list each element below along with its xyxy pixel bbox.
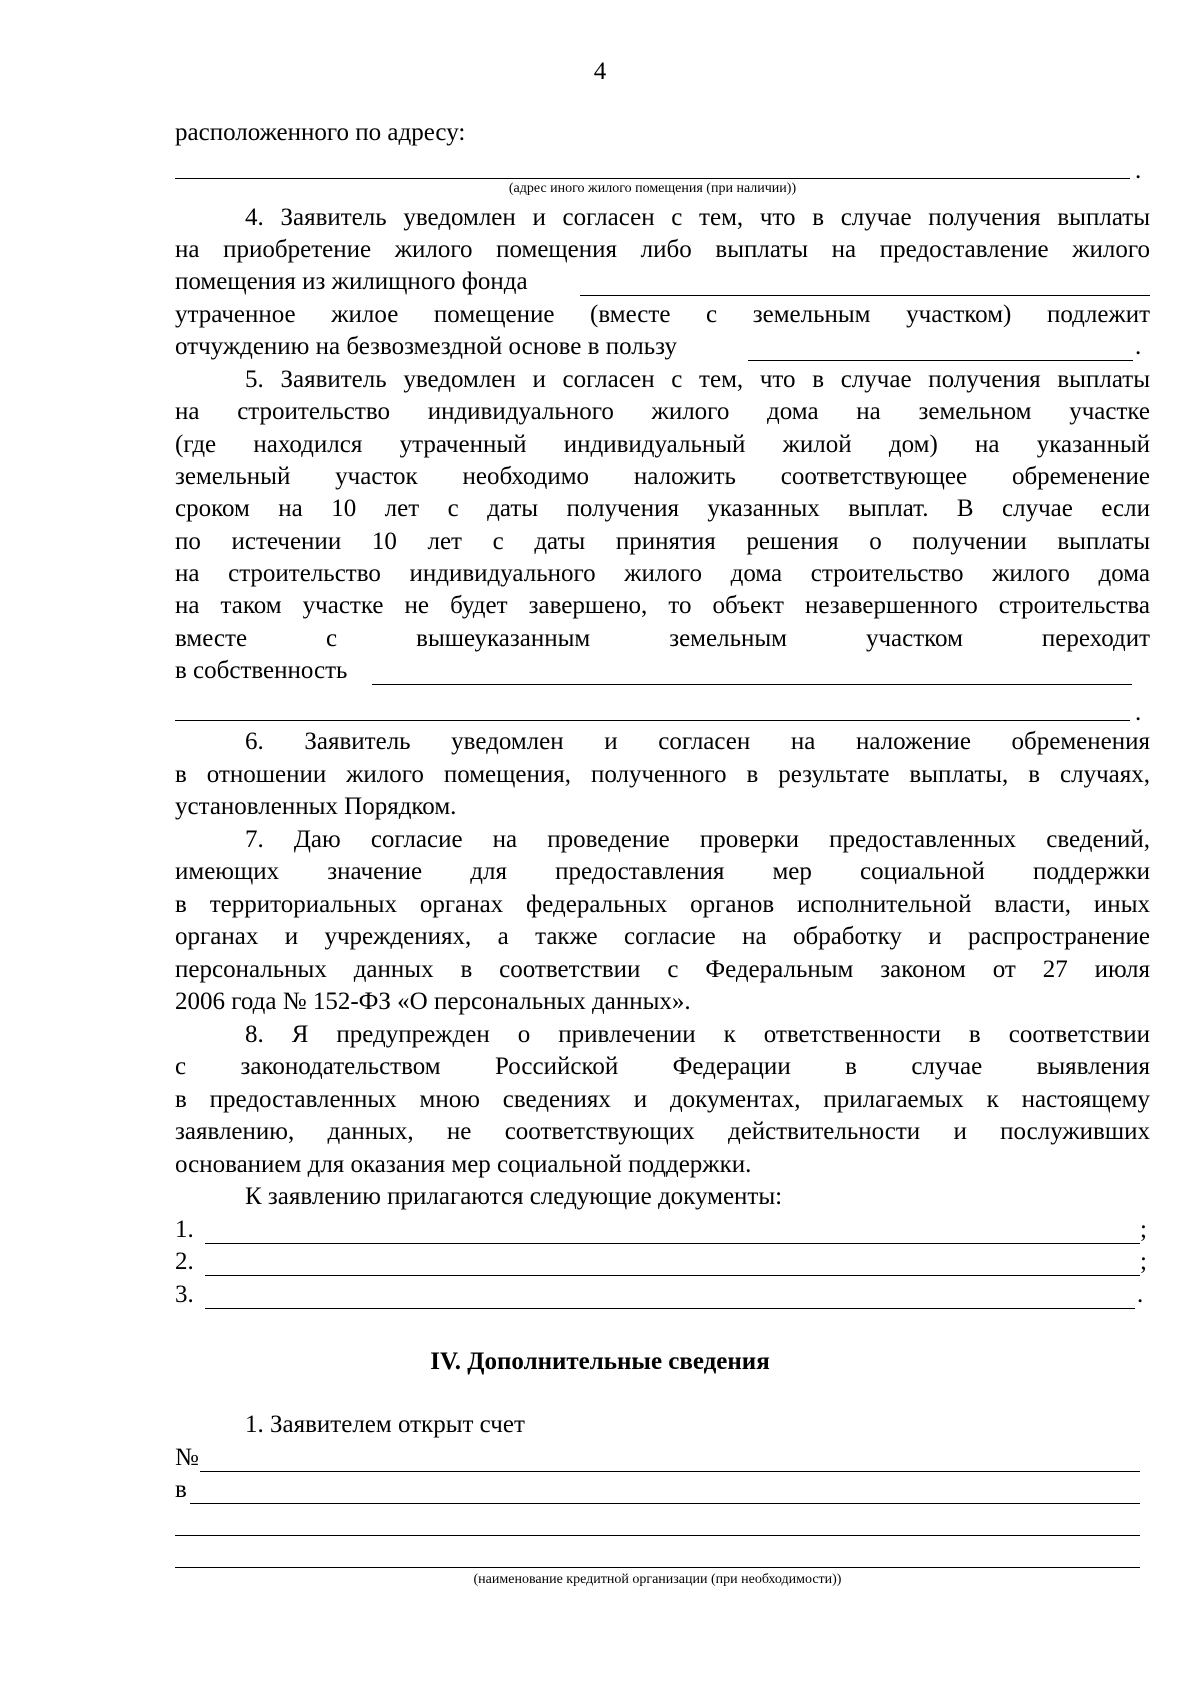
attachment-num-2: 2.	[175, 1248, 194, 1275]
bank-name-field-2[interactable]	[175, 1535, 1140, 1536]
p5-line3: (где находился утраченный индивидуальный жилой дом) на указанный	[175, 431, 1150, 458]
p7-line3: в территориальных органах федеральных органов исполнительной власти, иных	[175, 891, 1150, 918]
attachment-end-3: .	[1137, 1281, 1144, 1308]
section-heading: IV. Дополнительные сведения	[430, 1348, 770, 1375]
p7-line1: 7. Даю согласие на проведение проверки предоставленных сведений,	[245, 826, 1150, 853]
attachment-num-1: 1.	[175, 1216, 194, 1243]
p4-line2: на приобретение жилого помещения либо выплаты на предоставление жилого	[175, 236, 1150, 263]
housing-fund-field-line[interactable]	[580, 295, 1150, 296]
p5-line6: по истечении 10 лет с даты принятия решения о получении выплаты	[175, 528, 1150, 555]
beneficiary-field-line[interactable]	[748, 360, 1133, 361]
p7-line4: органах и учреждениях, а также согласие на обработку и распространение	[175, 923, 1150, 950]
attachments-intro: К заявлению прилагаются следующие документы:	[245, 1183, 783, 1210]
p7-line2: имеющих значение для предоставления мер социальной поддержки	[175, 858, 1150, 885]
address-caption: (адрес иного жилого помещения (при наличии))	[508, 181, 797, 196]
p8-line4: заявлению, данных, не соответствующих действительности и послуживших	[175, 1118, 1150, 1145]
bank-name-field-1[interactable]	[190, 1503, 1140, 1504]
ownership-field-line-1[interactable]	[372, 684, 1132, 685]
p5-line10: в собственность	[175, 657, 348, 684]
attachment-field-3[interactable]	[205, 1308, 1135, 1309]
p5-line7: на строительство индивидуального жилого дома строительство жилого дома	[175, 560, 1150, 587]
p8-line2: с законодательством Российской Федерации в случае выявления	[175, 1053, 1150, 1080]
bank-name-field-3[interactable]	[175, 1567, 1140, 1568]
account-number-label: №	[175, 1444, 199, 1471]
attachment-field-2[interactable]	[205, 1275, 1140, 1276]
p4-line1: 4. Заявитель уведомлен и согласен с тем, что в случае получения выплаты	[245, 204, 1150, 231]
attachment-end-1: ;	[1140, 1216, 1147, 1243]
address-end-punct: .	[1135, 157, 1142, 184]
address-field-line[interactable]	[175, 178, 1130, 179]
p6-line2: в отношении жилого помещения, полученного в результате выплаты, в случаях,	[175, 761, 1150, 788]
attachment-field-1[interactable]	[205, 1243, 1140, 1244]
p7-line5: персональных данных в соответствии с Федеральным законом от 27 июля	[175, 956, 1150, 983]
p5-line2: на строительство индивидуального жилого дома на земельном участке	[175, 398, 1150, 425]
page-number: 4	[593, 58, 607, 85]
p8-line5: основанием для оказания мер социальной поддержки.	[175, 1151, 752, 1178]
attachment-end-2: ;	[1140, 1248, 1147, 1275]
ownership-field-line-2[interactable]	[175, 720, 1130, 721]
attachment-num-3: 3.	[175, 1281, 194, 1308]
p5-line4: земельный участок необходимо наложить соответствующее обременение	[175, 463, 1150, 490]
p6-line3: установленных Порядком.	[175, 793, 457, 820]
bank-in-label: в	[175, 1476, 187, 1503]
p5-line11-end: .	[1135, 699, 1142, 726]
p4-line4: утраченное жилое помещение (вместе с земельным участком) подлежит	[175, 301, 1150, 328]
account-number-field[interactable]	[200, 1471, 1140, 1472]
bank-caption: (наименование кредитной организации (при необходимости))	[473, 1572, 842, 1587]
p5-line8: на таком участке не будет завершено, то объект незавершенного строительства	[175, 592, 1150, 619]
account-opened-label: 1. Заявителем открыт счет	[245, 1411, 525, 1438]
p7-line6: 2006 года № 152-ФЗ «О персональных данных».	[175, 988, 691, 1015]
p5-line9: вместе с вышеуказанным земельным участком переходит	[175, 625, 1150, 652]
p4-line5-end: .	[1135, 333, 1142, 360]
p5-line5: сроком на 10 лет с даты получения указанных выплат. В случае если	[175, 495, 1150, 522]
p8-line3: в предоставленных мною сведениях и документах, прилагаемых к настоящему	[175, 1086, 1150, 1113]
p4-line3: помещения из жилищного фонда	[175, 268, 528, 295]
p6-line1: 6. Заявитель уведомлен и согласен на наложение обременения	[245, 728, 1150, 755]
p4-line5: отчуждению на безвозмездной основе в пользу	[175, 333, 677, 360]
p5-line1: 5. Заявитель уведомлен и согласен с тем, что в случае получения выплаты	[245, 366, 1150, 393]
address-label: расположенного по адресу:	[175, 119, 466, 146]
p8-line1: 8. Я предупрежден о привлечении к ответственности в соответствии	[245, 1021, 1150, 1048]
